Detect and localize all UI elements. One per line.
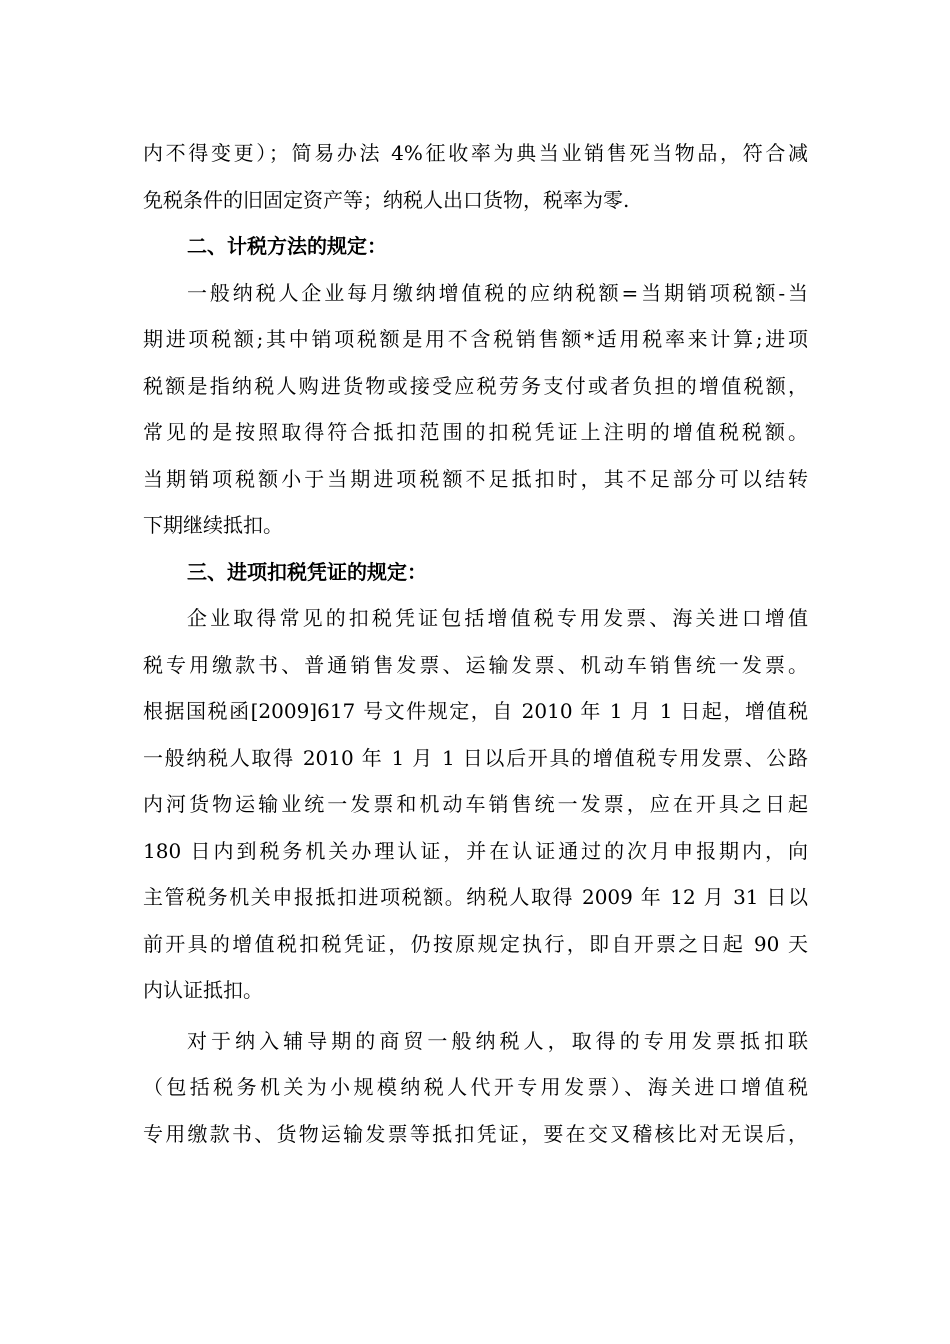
paragraph-3 [143, 595, 808, 1014]
section-heading-3: 三、进项扣税凭证的规定： [187, 559, 427, 584]
text-line: 对于纳入辅导期的商贸一般纳税人，取得的专用发票抵扣联 [187, 1028, 808, 1053]
text-line: （包括税务机关为小规模纳税人代开专用发票）、海关进口增值税 [143, 1075, 808, 1099]
text-line: 根据国税函[2009]617 号文件规定，自 2010 年 1 月 1 日起，增值税 [143, 699, 808, 723]
paragraph-2 [143, 270, 808, 549]
text-line: 企业取得常见的扣税凭证包括增值税专用发票、海关进口增值 [187, 606, 808, 630]
text-line: 下期继续抵扣。 [143, 513, 283, 537]
text-line: 免税条件的旧固定资产等；纳税人出口货物，税率为零. [143, 187, 630, 212]
text-line: 内认证抵扣。 [143, 978, 263, 1002]
paragraph-1 [143, 130, 808, 223]
text-line: 当期销项税额小于当期进项税额不足抵扣时，其不足部分可以结转 [143, 466, 808, 491]
text-line: 前开具的增值税扣税凭证，仍按原规定执行，即自开票之日起 90 天 [143, 931, 808, 956]
text-line: 内河货物运输业统一发票和机动车销售统一发票，应在开具之日起 [143, 792, 808, 816]
text-line: 一般纳税人企业每月缴纳增值税的应纳税额=当期销项税额-当 [187, 280, 808, 305]
section-heading-2: 二、计税方法的规定： [187, 234, 387, 258]
text-line: 期进项税额;其中销项税额是用不含税销售额*适用税率来计算;进项 [143, 327, 808, 351]
paragraph-4 [143, 1018, 808, 1158]
document-body [143, 130, 808, 1157]
text-line: 主管税务机关申报抵扣进项税额。纳税人取得 2009 年 12 月 31 日以 [143, 885, 808, 909]
text-line: 税专用缴款书、普通销售发票、运输发票、机动车销售统一发票。 [143, 652, 808, 677]
text-line: 专用缴款书、货物运输发票等抵扣凭证，要在交叉稽核比对无误后， [143, 1121, 808, 1146]
text-line: 一般纳税人取得 2010 年 1 月 1 日以后开具的增值税专用发票、公路 [143, 745, 808, 770]
text-line: 180 日内到税务机关办理认证，并在认证通过的次月申报期内，向 [143, 838, 808, 863]
text-line: 税额是指纳税人购进货物或接受应税劳务支付或者负担的增值税额， [143, 373, 808, 398]
text-line: 常见的是按照取得符合抵扣范围的扣税凭证上注明的增值税税额。 [143, 420, 808, 444]
text-line: 内不得变更）；简易办法 4%征收率为典当业销售死当物品，符合减 [143, 141, 808, 165]
